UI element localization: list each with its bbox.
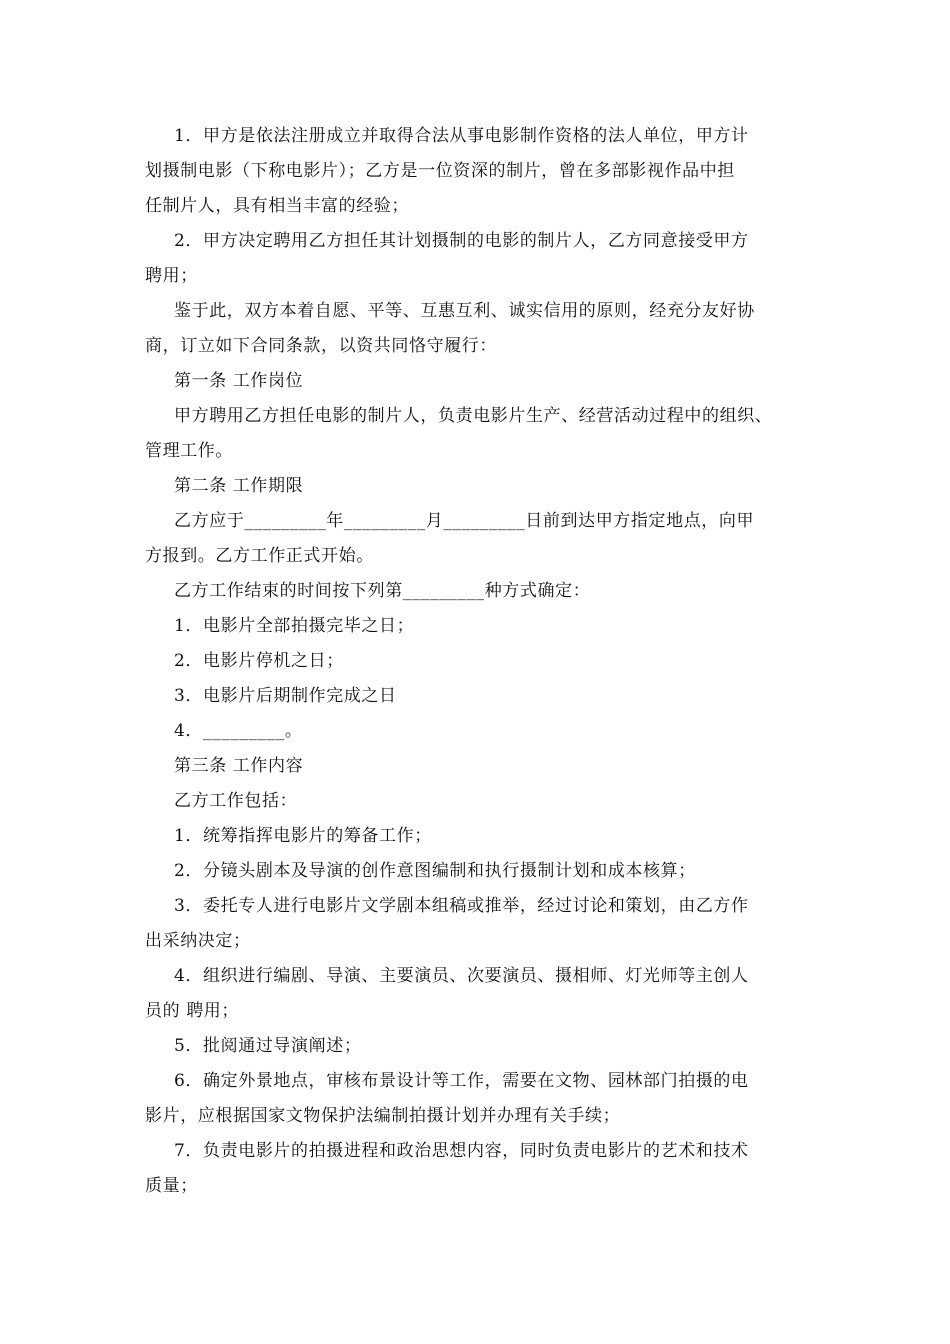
paragraph-line: 质量； <box>145 1176 198 1196</box>
section-heading: 第三条 工作内容 <box>174 756 304 776</box>
paragraph-line: 管理工作。 <box>145 441 233 461</box>
paragraph-line: 2．甲方决定聘用乙方担任其计划摄制的电影的制片人，乙方同意接受甲方 <box>174 231 749 251</box>
list-item: 1．统筹指挥电影片的筹备工作； <box>174 826 432 846</box>
paragraph-line: 鉴于此，双方本着自愿、平等、互惠互利、诚实信用的原则，经充分友好协 <box>174 301 755 321</box>
section-heading: 第一条 工作岗位 <box>174 371 304 391</box>
paragraph-line: 甲方聘用乙方担任电影的制片人，负责电影片生产、经营活动过程中的组织、 <box>174 406 773 426</box>
list-item: 1．电影片全部拍摄完毕之日； <box>174 616 415 636</box>
list-item: 6．确定外景地点，审核布景设计等工作，需要在文物、园林部门拍摄的电 <box>174 1071 749 1091</box>
paragraph-line: 方报到。乙方工作正式开始。 <box>145 546 374 566</box>
paragraph-line: 任制片人，具有相当丰富的经验； <box>145 196 409 216</box>
list-item: 4．_________。 <box>174 721 303 741</box>
paragraph-line: 1．甲方是依法注册成立并取得合法从事电影制作资格的法人单位，甲方计 <box>174 126 749 146</box>
list-item: 2．电影片停机之日； <box>174 651 344 671</box>
paragraph-line: 员的 聘用； <box>145 1001 240 1021</box>
paragraph-line: 影片，应根据国家文物保护法编制拍摄计划并办理有关手续； <box>145 1106 621 1126</box>
paragraph-line: 聘用； <box>145 266 198 286</box>
paragraph-line: 划摄制电影（下称电影片）；乙方是一位资深的制片，曾在多部影视作品中担 <box>145 161 735 181</box>
list-item: 5．批阅通过导演阐述； <box>174 1036 362 1056</box>
list-item: 3．电影片后期制作完成之日 <box>174 686 397 706</box>
list-item: 4．组织进行编剧、导演、主要演员、次要演员、摄相师、灯光师等主创人 <box>174 966 749 986</box>
list-item: 7．负责电影片的拍摄进程和政治思想内容，同时负责电影片的艺术和技术 <box>174 1141 749 1161</box>
section-heading: 第二条 工作期限 <box>174 476 304 496</box>
paragraph-line: 乙方应于_________年_________月_________日前到达甲方指定地点，向甲 <box>174 511 755 531</box>
paragraph-line: 乙方工作结束的时间按下列第_________种方式确定： <box>174 581 591 601</box>
paragraph-line: 乙方工作包括： <box>174 791 298 811</box>
list-item: 2．分镜头剧本及导演的创作意图编制和执行摄制计划和成本核算； <box>174 861 696 881</box>
paragraph-line: 出采纳决定； <box>145 931 251 951</box>
list-item: 3．委托专人进行电影片文学剧本组稿或推举，经过讨论和策划，由乙方作 <box>174 896 749 916</box>
paragraph-line: 商，订立如下合同条款，以资共同恪守履行： <box>145 336 497 356</box>
